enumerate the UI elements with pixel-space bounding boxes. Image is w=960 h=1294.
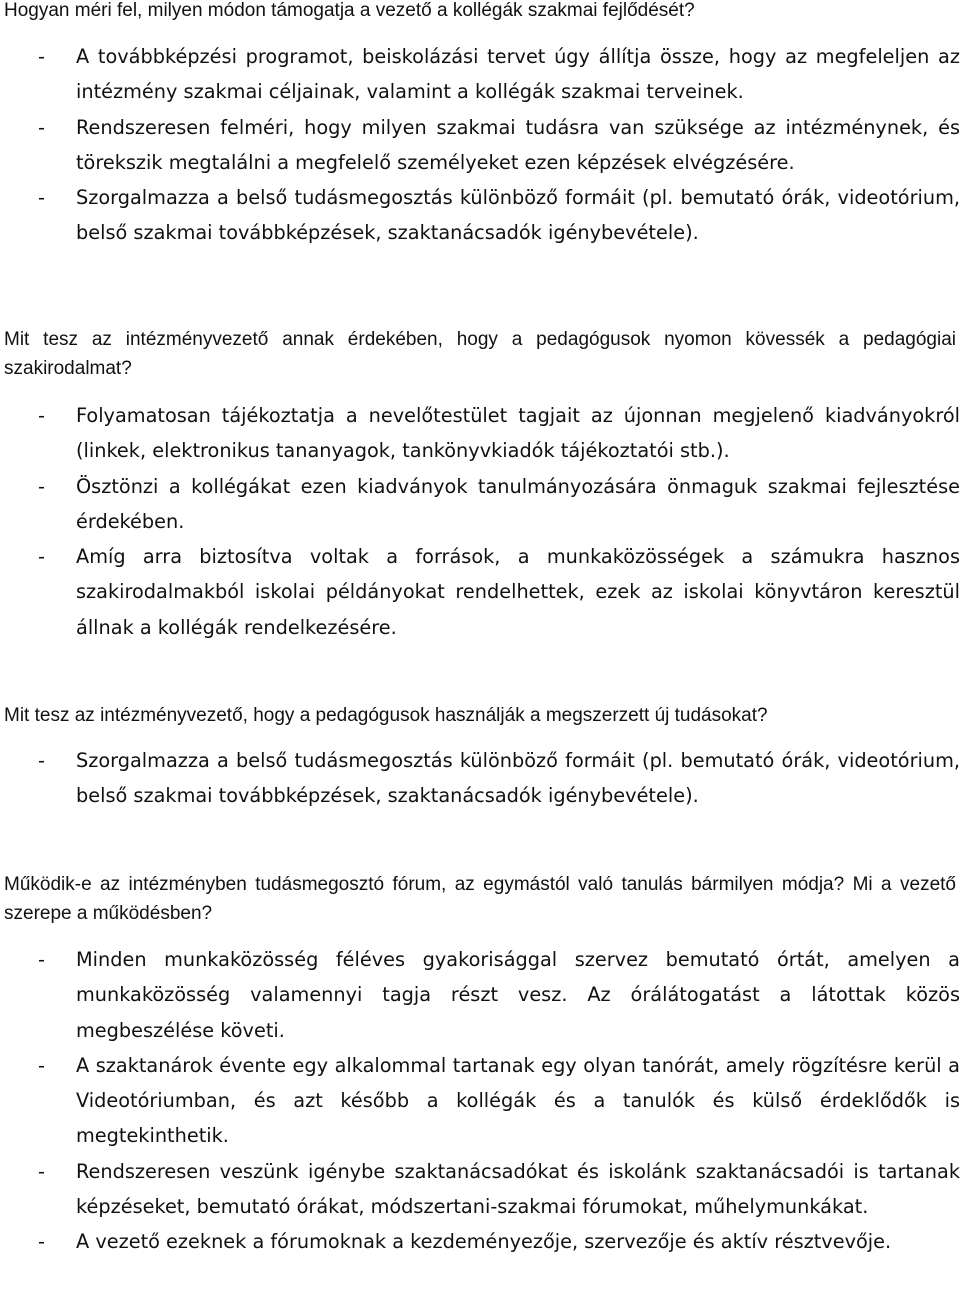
list-item-text: Rendszeresen felméri, hogy milyen szakmai tudásra van szüksége az intézménynek, és törekszik megtalálni a megfelelő személyeket ezen képzések elvégzésére. <box>76 115 960 174</box>
list-item-text: A szaktanárok évente egy alkalommal tartanak egy olyan tanórát, amely rögzítésre kerül a Videotóriumban, és azt később a kollégák és a tanulók és külső érdeklődők is megtekinthetik. <box>76 1053 960 1148</box>
list-item-text: Szorgalmazza a belső tudásmegosztás különböző formáit (pl. bemutató órák, videotórium, belső szakmai továbbképzések, szaktanácsadók igénybevétele). <box>76 749 960 808</box>
list-item <box>0 539 960 645</box>
list-item <box>0 1048 960 1154</box>
section-2-list <box>0 398 960 645</box>
bullet-dash: - <box>38 1053 45 1077</box>
list-item <box>0 469 960 540</box>
list-item <box>0 1224 960 1259</box>
list-item <box>0 398 960 469</box>
bullet-dash: - <box>38 1159 45 1183</box>
bullet-dash: - <box>38 186 45 210</box>
section-1-list <box>0 39 960 251</box>
list-item <box>0 1154 960 1225</box>
list-item-text: Szorgalmazza a belső tudásmegosztás különböző formáit (pl. bemutató órák, videotórium, belső szakmai továbbképzések, szaktanácsadók igénybevétele). <box>76 186 960 245</box>
section-3-question: Mit tesz az intézményvezető, hogy a pedagógusok használják a megszerzett új tudásokat? <box>4 705 768 726</box>
list-item-text: A vezető ezeknek a fórumoknak a kezdeményezője, szervezője és aktív résztvevője. <box>76 1230 892 1254</box>
section-4-question: Működik-e az intézményben tudásmegosztó fórum, az egymástól való tanulás bármilyen módja? Mi a vezető szerepe a működésben? <box>4 874 956 924</box>
list-item-text: Folyamatosan tájékoztatja a nevelőtestület tagjait az újonnan megjelenő kiadványokról (linkek, elektronikus tananyagok, tankönyvkiadók tájékoztatói stb.). <box>76 404 960 463</box>
section-2-question: Mit tesz az intézményvezető annak érdekében, hogy a pedagógusok nyomon kövessék a pedagógiai szakirodalmat? <box>4 329 956 379</box>
section-3-list <box>0 743 960 814</box>
list-item <box>0 180 960 251</box>
list-item-text: A továbbképzési programot, beiskolázási tervet úgy állítja össze, hogy az megfeleljen az intézmény szakmai céljainak, valamint a kollégák szakmai terveinek. <box>76 45 960 104</box>
bullet-dash: - <box>38 749 45 772</box>
bullet-dash: - <box>38 115 45 139</box>
bullet-dash: - <box>38 545 45 569</box>
section-4-list <box>0 942 960 1260</box>
list-item <box>0 39 960 110</box>
bullet-dash: - <box>38 1230 45 1254</box>
list-item-text: Rendszeresen veszünk igénybe szaktanácsadókat és iskolánk szaktanácsadói is tartanak képzéseket, bemutató órákat, módszertani-szakmai fórumokat, műhelymunkákat. <box>76 1159 960 1219</box>
list-item-text: Minden munkaközösség féléves gyakorisággal szervez bemutató órtát, amelyen a munkaközösség valamennyi tagja részt vesz. Az órálátogatást a látottak közös megbeszélése követi. <box>76 948 960 1042</box>
list-item <box>0 743 960 814</box>
list-item-text: Amíg arra biztosítva voltak a források, a munkaközösségek a számukra hasznos szakirodalmakból iskolai példányokat rendelhettek, ezek az iskolai könyvtáron keresztül állnak a kollégák rendelkezésére. <box>76 545 960 639</box>
bullet-dash: - <box>38 474 45 498</box>
bullet-dash: - <box>38 45 45 68</box>
list-item-text: Ösztönzi a kollégákat ezen kiadványok tanulmányozására önmaguk szakmai fejlesztése érdekében. <box>76 474 960 533</box>
section-1-question: Hogyan méri fel, milyen módon támogatja a vezető a kollégák szakmai fejlődését? <box>4 0 695 21</box>
list-item <box>0 942 960 1048</box>
bullet-dash: - <box>38 404 45 427</box>
bullet-dash: - <box>38 948 45 971</box>
list-item <box>0 110 960 181</box>
